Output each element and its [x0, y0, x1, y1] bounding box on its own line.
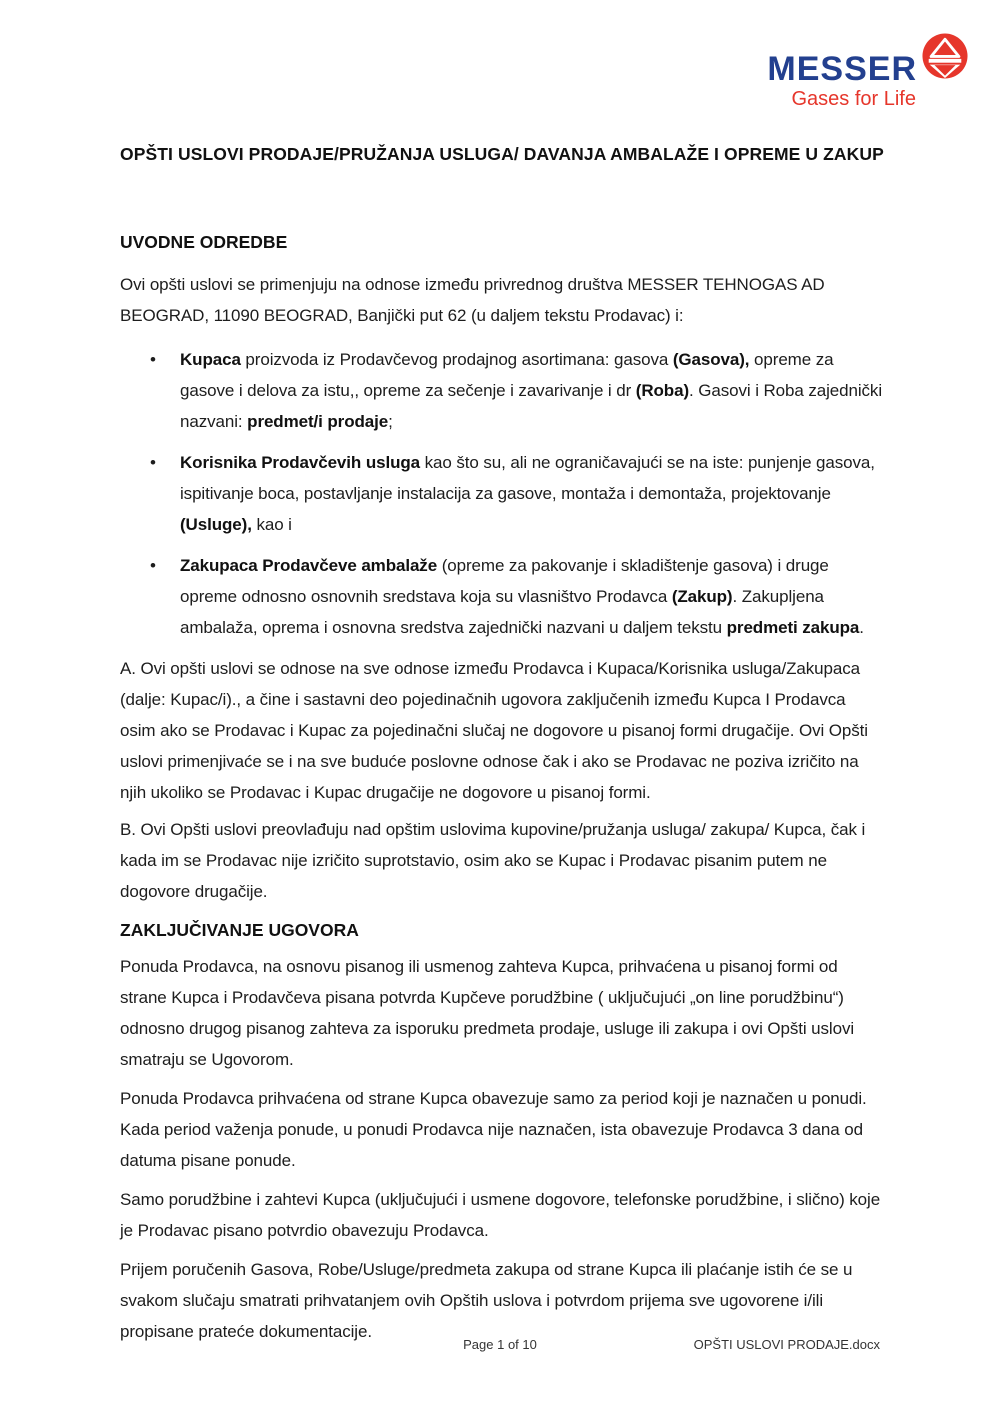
messer-ball-icon: [922, 33, 968, 79]
list-item-text: Zakupaca Prodavčeve ambalaže (opreme za pakovanje i skladištenje gasova) i druge opreme odnosno osnovnih sredstava koja su vlasništvo Prodavca (Zakup). Zakupljena ambalaža, oprema i osnovna sredstva zajednički nazvani u daljem tekstu predmeti zakupa.: [180, 556, 864, 637]
bullet-icon: •: [150, 453, 156, 472]
section-heading-zakljucivanje-ugovora: ZAKLJUČIVANJE UGOVORA: [120, 920, 359, 940]
contract-paragraph-3: Samo porudžbine i zahtevi Kupca (uključujući i usmene dogovore, telefonske porudžbine, i slično) koje je Prodavac pisano potvrdio obavezuju Prodavca.: [120, 1190, 881, 1240]
page-footer: [0, 1337, 1000, 1357]
bullet-icon: •: [150, 556, 156, 575]
list-item-korisnika: [120, 447, 882, 540]
document-title: OPŠTI USLOVI PRODAJE/PRUŽANJA USLUGA/ DAVANJA AMBALAŽE I OPREME U ZAKUP: [120, 144, 884, 164]
document-filename: OPŠTI USLOVI PRODAJE.docx: [693, 1337, 880, 1352]
paragraph-b: B. Ovi Opšti uslovi preovlađuju nad opštim uslovima kupovine/pružanja usluga/ zakupa/ Kupca, čak i kada im se Prodavac nije izričito suprotstavio, osim ako se Kupac i Prodavac pisanim putem ne dogovore drugačije.: [120, 820, 866, 901]
messer-wordmark-text: MESSER: [767, 50, 917, 88]
messer-tagline-text: Gases for Life: [791, 88, 916, 110]
list-item-text: Kupaca proizvoda iz Prodavčevog prodajnog asortimana: gasova (Gasova), opreme za gasove i delova za istu,, opreme za sečenje i zavarivanje i dr (Roba). Gasovi i Roba zajednički nazvani: predmet/i prodaje;: [180, 350, 883, 431]
list-item-text: Korisnika Prodavčevih usluga kao što su, ali ne ograničavajući se na iste: punjenje gasova, ispitivanje boca, postavljanje instalacija za gasove, montaža i demontaža, projektovanje (Usluge), kao i: [180, 453, 875, 534]
bullet-icon: •: [150, 350, 156, 369]
document-body: [120, 0, 882, 1347]
intro-paragraph: Ovi opšti uslovi se primenjuju na odnose između privrednog društva MESSER TEHNOGAS AD BEOGRAD, 11090 BEOGRAD, Banjički put 62 (u daljem tekstu Prodavac) i:: [120, 275, 825, 325]
contract-paragraph-4: Prijem poručenih Gasova, Robe/Usluge/predmeta zakupa od strane Kupca ili plaćanje istih će se u svakom slučaju smatrati prihvatanjem ovih Opštih uslova i potvrdom prijema sve ugovorene i/ili propisane prateće dokumentacije.: [120, 1260, 853, 1341]
list-item-kupaca: [120, 344, 882, 437]
paragraph-a: A. Ovi opšti uslovi se odnose na sve odnose između Prodavca i Kupaca/Korisnika usluga/Zakupaca (dalje: Kupac/i)., a čine i sastavni deo pojedinačnih ugovora zaključenih između Kupca I Prodavca osim ako se Prodavac i Kupac za pojedinačni slučaj ne dogovore u pisanoj formi drugačije. Ovi Opšti uslovi primenjivaće se i na sve buduće poslovne odnose čak i ako se Prodavac ne poziva izričito na njih ukoliko se Prodavac i Kupac drugačije ne dogovore u pisanoj formi.: [120, 659, 868, 802]
contract-paragraph-2: Ponuda Prodavca prihvaćena od strane Kupca obavezuje samo za period koji je naznačen u ponudi. Kada period važenja ponude, u ponudi Prodavca nije naznačen, ista obavezuje Prodavca 3 dana od datuma pisane ponude.: [120, 1089, 867, 1170]
definitions-list: [120, 344, 882, 643]
contract-paragraph-1: Ponuda Prodavca, na osnovu pisanog ili usmenog zahteva Kupca, prihvaćena u pisanoj formi od strane Kupca i Prodavčeva pisana potvrda Kupčeve porudžbine ( uključujući „on line porudžbinu“) odnosno drugog pisanog zahteva za isporuku predmeta prodaje, usluge ili zakupa i ovi Opšti uslovi smatraju se Ugovorom.: [120, 957, 855, 1069]
section-heading-uvodne-odredbe: UVODNE ODREDBE: [120, 232, 288, 252]
page-indicator: Page 1 of 10: [463, 1337, 537, 1352]
list-item-zakupaca: [120, 550, 882, 643]
